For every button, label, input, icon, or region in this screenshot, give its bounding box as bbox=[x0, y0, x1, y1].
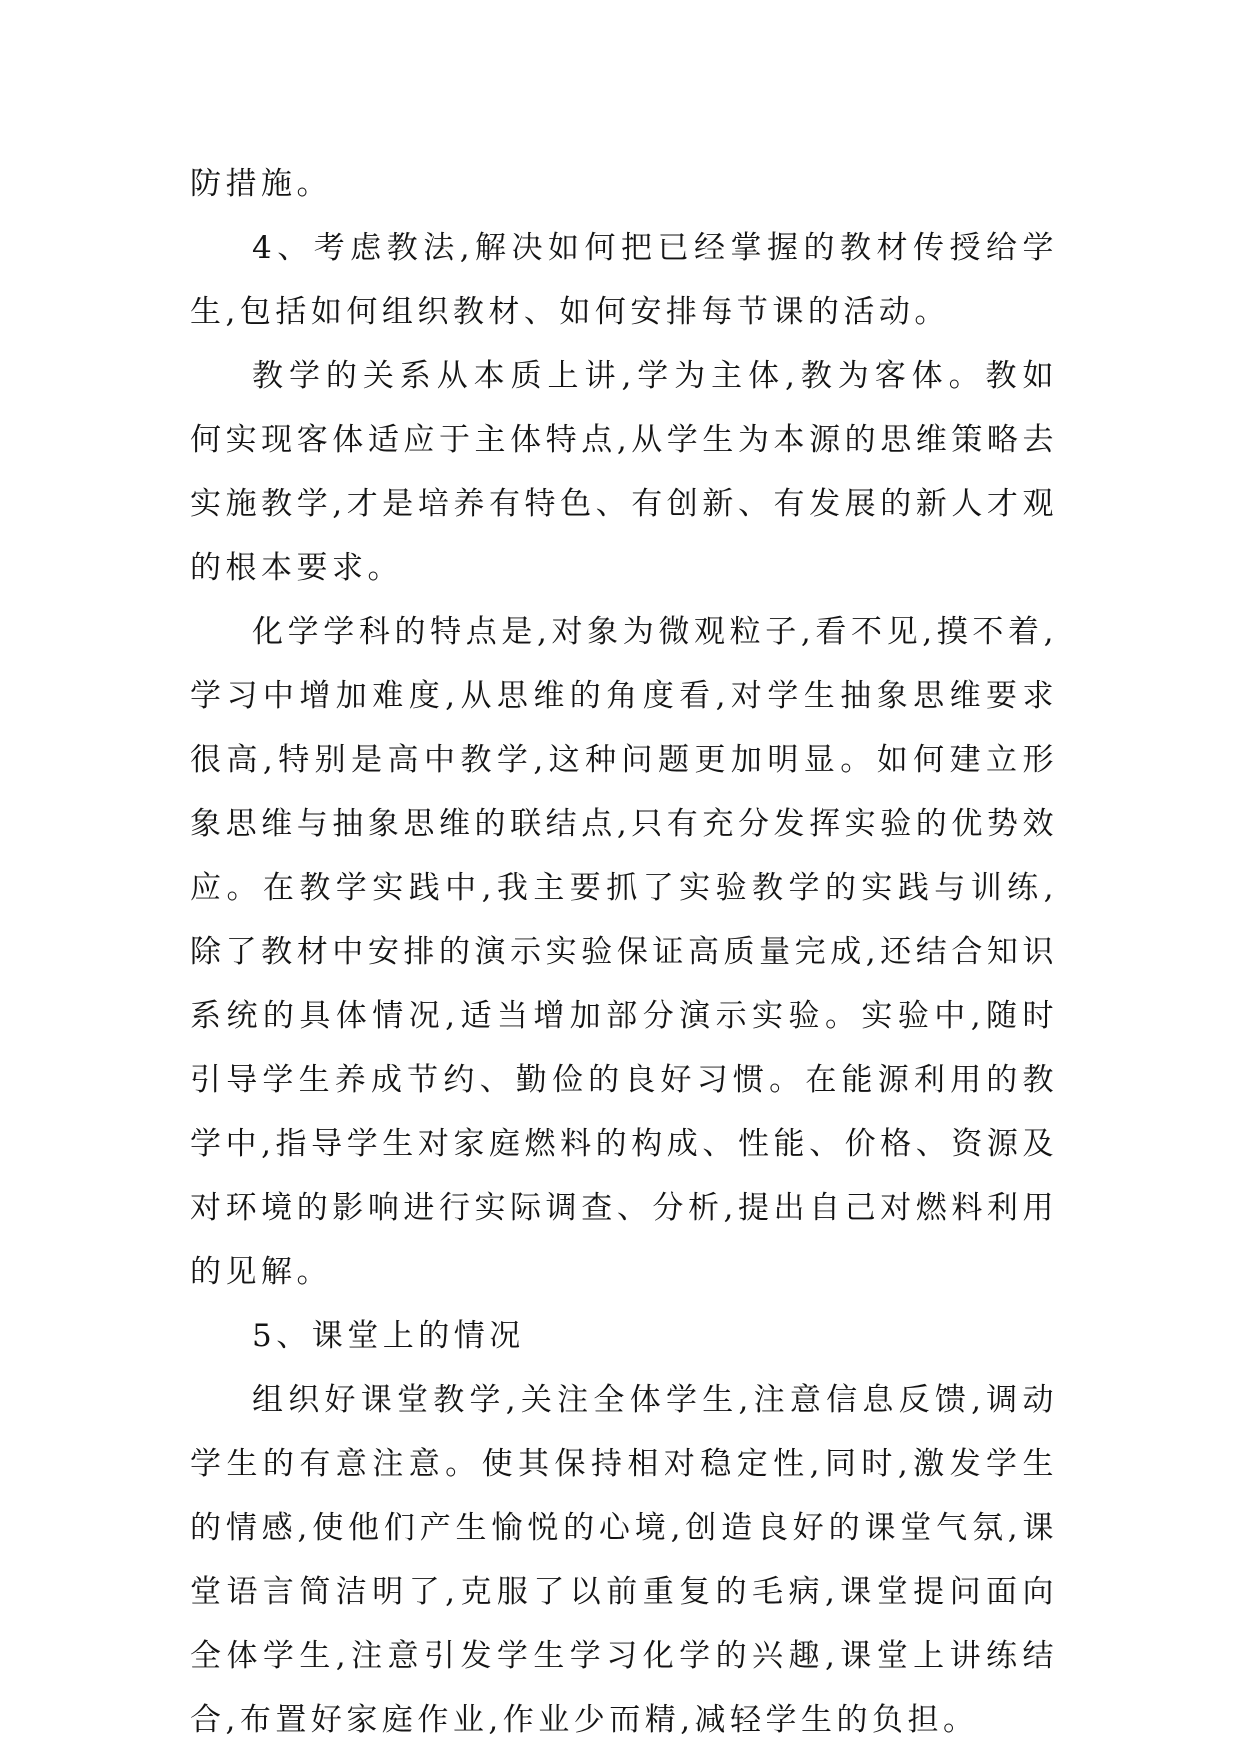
paragraph-chemistry-features: 化学学科的特点是,对象为微观粒子,看不见,摸不着,学习中增加难度,从思维的角度看,对学生抽象思维要求很高,特别是高中教学,这种问题更加明显。如何建立形象思维与抽象思维的联结点,只有充分发挥实验的优势效应。在教学实践中,我主要抓了实验教学的实践与训练,除了教材中安排的演示实验保证高质量完成,还结合知识系统的具体情况,适当增加部分演示实验。实验中,随时引导学生养成节约、勤俭的良好习惯。在能源利用的教学中,指导学生对家庭燃料的构成、性能、价格、资源及对环境的影响进行实际调查、分析,提出自己对燃料利用的见解。 bbox=[190, 614, 1058, 1290]
paragraph-teaching-relationship: 教学的关系从本质上讲,学为主体,教为客体。教如何实现客体适应于主体特点,从学生为本源的思维策略去实施教学,才是培养有特色、有创新、有发展的新人才观的根本要求。 bbox=[190, 358, 1058, 586]
section-heading-item-5: 5、课堂上的情况 bbox=[252, 1318, 525, 1354]
body-text bbox=[190, 152, 1058, 1752]
paragraph-continuation: 防措施。 bbox=[190, 166, 332, 202]
paragraph-item-4-teaching-method: 4、考虑教法,解决如何把已经掌握的教材传授给学生,包括如何组织教材、如何安排每节课的活动。 bbox=[190, 230, 1058, 330]
paragraph-classroom-organization: 组织好课堂教学,关注全体学生,注意信息反馈,调动学生的有意注意。使其保持相对稳定性,同时,激发学生的情感,使他们产生愉悦的心境,创造良好的课堂气氛,课堂语言简洁明了,克服了以前重复的毛病,课堂提问面向全体学生,注意引发学生学习化学的兴趣,课堂上讲练结合,布置好家庭作业,作业少而精,减轻学生的负担。 bbox=[190, 1382, 1058, 1738]
